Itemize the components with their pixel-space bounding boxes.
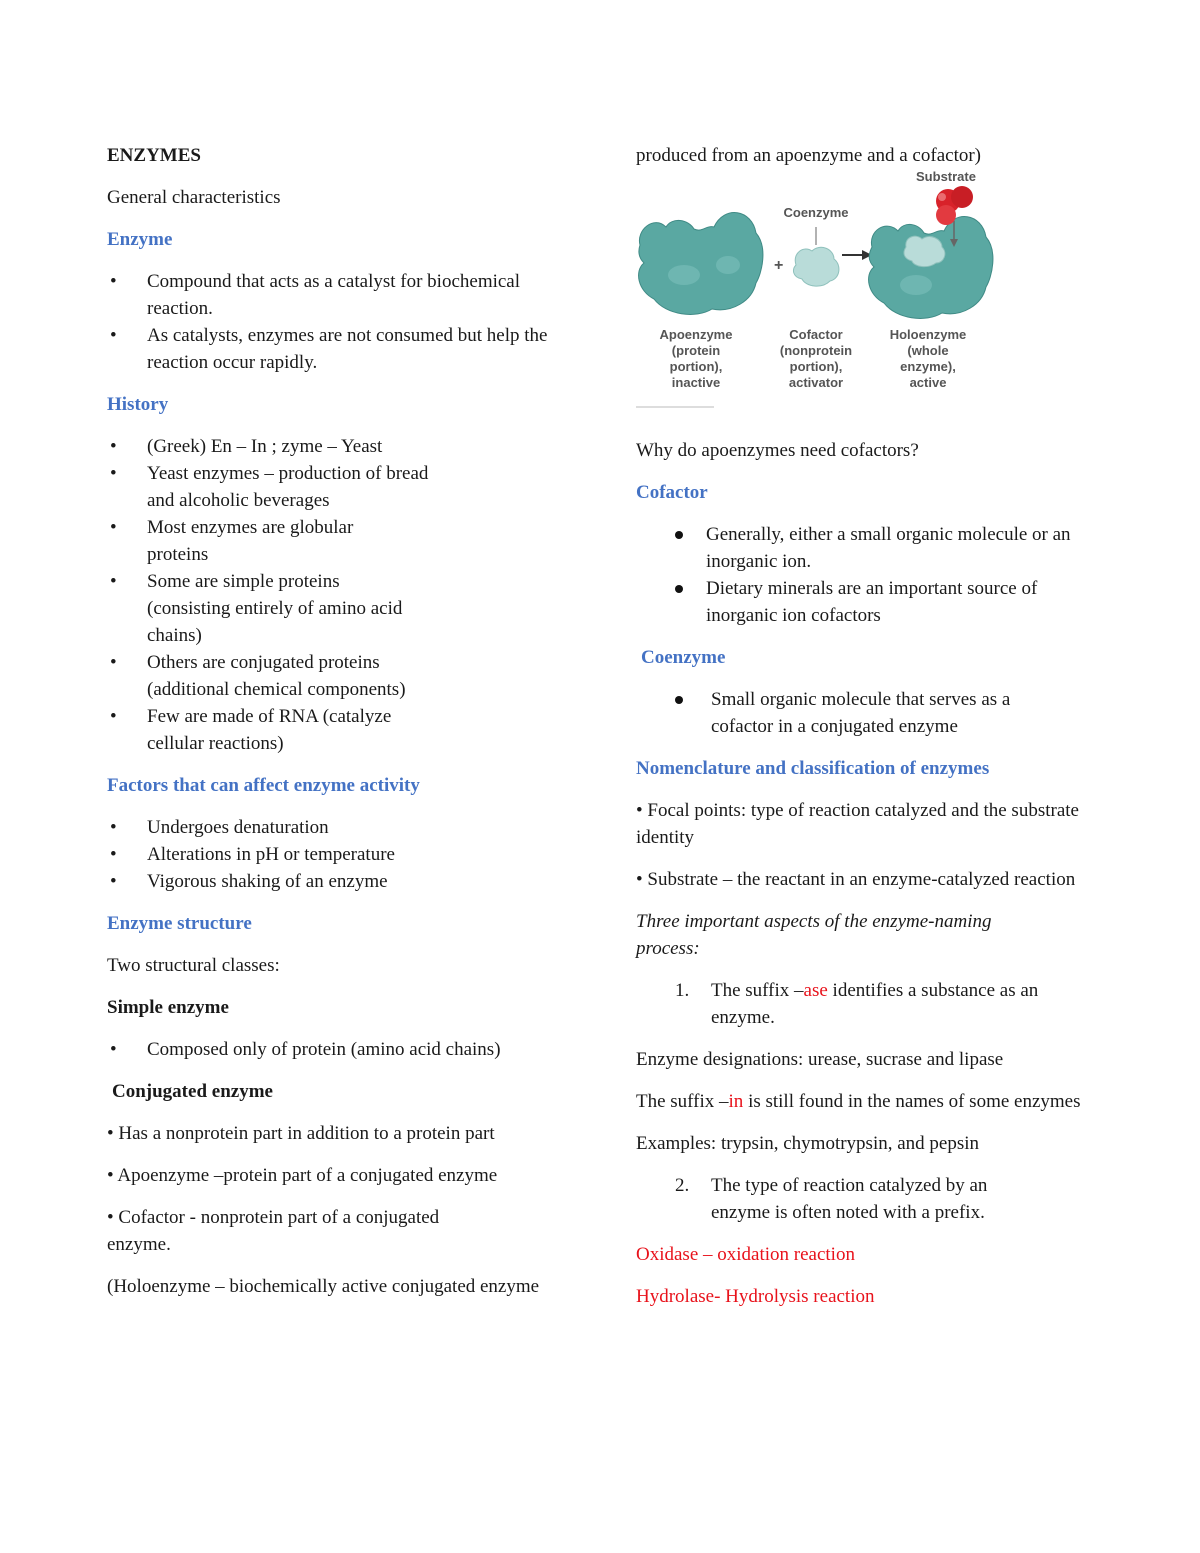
list-item: • (Greek) En – In ; zyme – Yeast [107, 433, 437, 460]
coenzyme-label: Coenzyme [783, 205, 849, 220]
conjugated-line: (Holoenzyme – biochemically active conjugated enzyme [107, 1276, 540, 1297]
in-suffix: in [728, 1091, 744, 1112]
suffix-in-text: The suffix –in is still found in the names of some enzymes [636, 1091, 1081, 1112]
enzyme-designations: Enzyme designations: urease, sucrase and lipase [636, 1049, 1004, 1070]
conjugated-enzyme-heading: Conjugated enzyme [112, 1081, 273, 1102]
list-item: • As catalysts, enzymes are not consumed but help the reaction occur rapidly. [107, 322, 577, 376]
list-item: • Others are conjugated proteins (additional chemical components) [107, 649, 417, 703]
list-item: • Undergoes denaturation [107, 814, 577, 841]
right-column [636, 140, 1106, 1325]
list-item: • Compound that acts as a catalyst for biochemical reaction. [107, 268, 577, 322]
history-heading: History [107, 394, 169, 415]
conjugated-line: • Has a nonprotein part in addition to a protein part [107, 1123, 495, 1144]
list-item: Dietary minerals are an important source of inorganic ion cofactors [636, 575, 1106, 629]
list-item: • Some are simple proteins (consisting entirely of amino acid chains) [107, 568, 407, 649]
simple-enzyme-heading: Simple enzyme [107, 997, 229, 1018]
coenzyme-heading: Coenzyme [641, 647, 726, 668]
ase-suffix: ase [803, 980, 828, 1001]
list-item: • Vigorous shaking of an enzyme [107, 868, 577, 895]
hydrolase-text: Hydrolase- Hydrolysis reaction [636, 1286, 875, 1307]
conjugated-line: • Cofactor - nonprotein part of a conjugated enzyme. [107, 1207, 440, 1255]
aspects-list-2 [636, 1172, 1106, 1226]
continued-text: produced from an apoenzyme and a cofactor) [636, 145, 981, 166]
conjugated-line: • Apoenzyme –protein part of a conjugated enzyme [107, 1165, 498, 1186]
apoenzyme-shape [639, 213, 763, 315]
reaction-arrow [842, 250, 872, 260]
three-aspects: Three important aspects of the enzyme-naming process: [636, 911, 992, 959]
cofactor-heading: Cofactor [636, 482, 708, 503]
list-item: • Alterations in pH or temperature [107, 841, 577, 868]
why-question: Why do apoenzymes need cofactors? [636, 440, 919, 461]
factors-list [107, 814, 577, 895]
holoenzyme-label: Holoenzyme (whole enzyme), active [889, 327, 967, 390]
nomenclature-heading: Nomenclature and classification of enzymes [636, 758, 990, 779]
aspects-list-1 [636, 977, 1106, 1031]
history-list [107, 433, 437, 757]
list-item: • Yeast enzymes – production of bread and alcoholic beverages [107, 460, 437, 514]
list-item: 2. The type of reaction catalyzed by an enzyme is often noted with a prefix. [675, 1175, 988, 1223]
factors-heading: Factors that can affect enzyme activity [107, 775, 420, 796]
substrate-definition: • Substrate – the reactant in an enzyme-catalyzed reaction [636, 869, 1076, 890]
list-item: • Composed only of protein (amino acid chains) [107, 1036, 577, 1063]
apoenzyme-label: Apoenzyme (protein portion), inactive [659, 327, 733, 390]
substrate-label: Substrate [916, 169, 976, 184]
left-column [107, 140, 577, 1315]
list-item: 1. The suffix –ase identifies a substance as an enzyme. [675, 980, 1039, 1028]
list-item: Small organic molecule that serves as a cofactor in a conjugated enzyme [636, 686, 1056, 740]
list-item: Generally, either a small organic molecule or an inorganic ion. [636, 521, 1106, 575]
cofactor-shape [794, 247, 839, 286]
enzyme-heading: Enzyme [107, 229, 173, 250]
focal-points: • Focal points: type of reaction catalyzed and the substrate identity [636, 800, 1079, 848]
general-characteristics: General characteristics [107, 187, 281, 208]
holoenzyme-shape [869, 217, 993, 319]
enzyme-figure [636, 169, 996, 411]
two-classes-text: Two structural classes: [107, 955, 280, 976]
simple-list [107, 1036, 577, 1063]
structure-heading: Enzyme structure [107, 913, 252, 934]
oxidase-text: Oxidase – oxidation reaction [636, 1244, 855, 1265]
coenzyme-list [636, 686, 1106, 740]
cofactor-label: Cofactor (nonprotein portion), activator [779, 327, 853, 390]
list-item: • Few are made of RNA (catalyze cellular reactions) [107, 703, 397, 757]
examples-text: Examples: trypsin, chymotrypsin, and pepsin [636, 1133, 980, 1154]
cofactor-list [636, 521, 1106, 629]
list-item: • Most enzymes are globular proteins [107, 514, 387, 568]
enzyme-list [107, 268, 577, 376]
document-title: ENZYMES [107, 145, 201, 166]
plus-sign: + [774, 257, 784, 274]
